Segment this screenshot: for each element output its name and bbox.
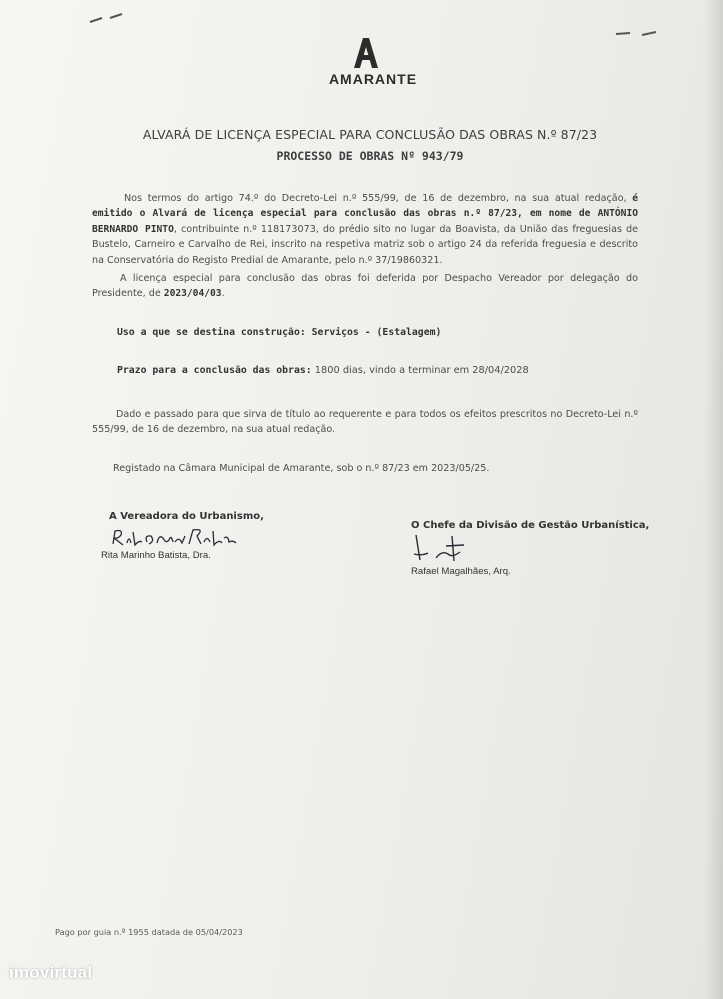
usage-line: Uso a que se destina construção: Serviços - (Estalagem) — [117, 327, 442, 338]
scan-mark-top-right — [612, 26, 662, 42]
right-signatory-title: O Chefe da Divisão de Gestão Urbanística, — [411, 520, 650, 531]
imovirtual-watermark: imovirtual — [9, 963, 93, 982]
paragraph-issued — [92, 407, 638, 438]
scan-mark-top-left — [88, 8, 132, 26]
process-number: PROCESSO DE OBRAS Nº 943/79 — [276, 149, 464, 163]
p3-text: Dado e passado para que sirva de título ao requerente e para todos os efeitos prescritos no Decreto-Lei n.º 555/99, de 16 de dezembro, na sua atual redação. — [92, 409, 638, 436]
p1-text-c: , contribuinte n.º 118173073, do prédio sito no lugar da Boavista, da União das freguesias de Bustelo, Carneiro e Carvalho de Rei, inscrito na respetiva matriz sob o artigo 24 da referida freguesia e descrito na Conservatória do Registo Predial de Amarante, pelo n.º 37/19860321. — [92, 223, 638, 266]
p2-date: 2023/04/03 — [163, 288, 222, 300]
amarante-logo-icon — [351, 35, 381, 69]
document-title: ALVARÁ DE LICENÇA ESPECIAL PARA CONCLUSÃO DAS OBRAS N.º 87/23 — [142, 127, 598, 142]
payment-footer: Pago por guia n.º 1955 datada de 05/04/2023 — [55, 927, 243, 937]
p2-text-a: A licença especial para conclusão das obras foi deferida por Despacho Vereador por delegação do Presidente, de — [92, 273, 638, 300]
logo-wordmark: AMARANTE — [328, 71, 418, 87]
page-edge-shadow — [705, 0, 723, 999]
left-signature-handwriting — [109, 526, 239, 550]
right-signature-handwriting — [408, 532, 478, 564]
deadline-label: Prazo para a conclusão das obras: — [117, 365, 312, 376]
deadline-line — [117, 365, 529, 376]
deadline-value: 1800 dias, vindo a terminar em 28/04/2028 — [311, 365, 529, 376]
p1-text-bold: é emitido o Alvará de licença especial para conclusão das obras n.º 87/23, em nome de ANTÓNIO BERNARDO PINTO — [92, 193, 638, 235]
left-signatory-title: A Vereadora do Urbanismo, — [109, 511, 264, 522]
p2-text-c: . — [221, 288, 225, 300]
paragraph-deferral — [92, 271, 638, 302]
left-signatory-name: Rita Marinho Batista, Dra. — [101, 550, 211, 561]
right-signatory-name: Rafael Magalhães, Arq. — [411, 566, 511, 577]
p1-text-a: Nos termos do artigo 74.º do Decreto-Lei n.º 555/99, de 16 de dezembro, na sua atual redação, — [124, 193, 633, 204]
paragraph-license-terms — [92, 191, 638, 268]
registration-line: Registado na Câmara Municipal de Amarante, sob o n.º 87/23 em 2023/05/25. — [113, 463, 490, 474]
